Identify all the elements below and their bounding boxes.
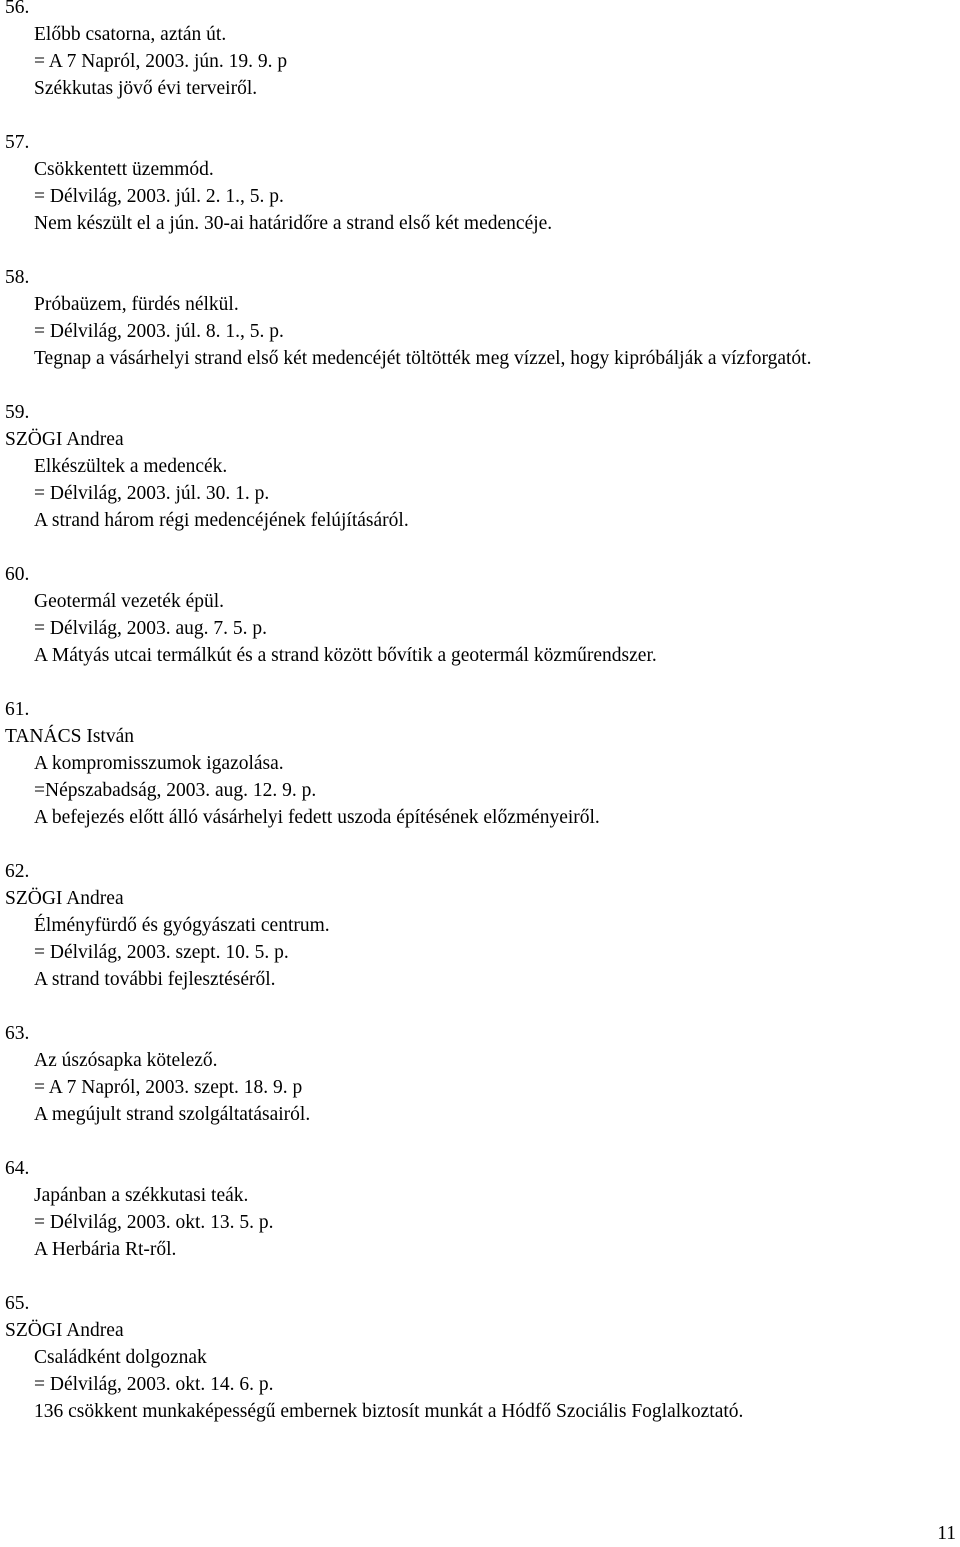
entry-author: SZÖGI Andrea — [5, 1320, 124, 1341]
entry-source: = Délvilág, 2003. júl. 30. 1. p. — [34, 483, 270, 504]
entry-61 — [5, 696, 955, 831]
entry-number: 60. — [5, 564, 30, 585]
entry-title: Japánban a székkutasi teák. — [34, 1185, 249, 1206]
entry-source: = Délvilág, 2003. júl. 2. 1., 5. p. — [34, 186, 284, 207]
entry-summary: Nem készült el a jún. 30-ai határidőre a strand első két medencéje. — [34, 213, 553, 234]
entry-author: SZÖGI Andrea — [5, 429, 124, 450]
entry-title: Elkészültek a medencék. — [34, 456, 228, 477]
entry-source: = Délvilág, 2003. szept. 10. 5. p. — [34, 942, 289, 963]
entry-summary: Tegnap a vásárhelyi strand első két medencéjét töltötték meg vízzel, hogy kipróbálják a vízforgatót. — [34, 348, 812, 369]
entry-source: = Délvilág, 2003. okt. 14. 6. p. — [34, 1374, 274, 1395]
entry-number: 58. — [5, 267, 30, 288]
entry-58 — [5, 264, 955, 372]
entry-number: 63. — [5, 1023, 30, 1044]
entry-title: Előbb csatorna, aztán út. — [34, 24, 227, 45]
entry-title: Csökkentett üzemmód. — [34, 159, 214, 180]
entry-summary: A befejezés előtt álló vásárhelyi fedett uszoda építésének előzményeiről. — [34, 807, 600, 828]
entry-source: =Népszabadság, 2003. aug. 12. 9. p. — [34, 780, 317, 801]
entry-summary: A Herbária Rt-ről. — [34, 1239, 177, 1260]
entry-title: Családként dolgoznak — [34, 1347, 207, 1368]
entry-62 — [5, 858, 955, 993]
entry-author: SZÖGI Andrea — [5, 888, 124, 909]
entry-title: Geotermál vezeték épül. — [34, 591, 225, 612]
entry-author: TANÁCS István — [5, 726, 134, 747]
entry-summary: Székkutas jövő évi terveiről. — [34, 78, 258, 99]
entry-65 — [5, 1290, 955, 1425]
entry-title: Az úszósapka kötelező. — [34, 1050, 218, 1071]
entry-number: 62. — [5, 861, 30, 882]
entry-63 — [5, 1020, 955, 1128]
entry-summary: A strand további fejlesztéséről. — [34, 969, 276, 990]
entry-title: A kompromisszumok igazolása. — [34, 753, 284, 774]
entry-number: 65. — [5, 1293, 30, 1314]
page-number: 11 — [937, 1523, 956, 1544]
entry-summary: A Mátyás utcai termálkút és a strand között bővítik a geotermál közműrendszer. — [34, 645, 657, 666]
entry-source: = Délvilág, 2003. aug. 7. 5. p. — [34, 618, 268, 639]
entry-summary: A strand három régi medencéjének felújításáról. — [34, 510, 409, 531]
entry-number: 59. — [5, 402, 30, 423]
entry-number: 57. — [5, 132, 30, 153]
entry-source: = Délvilág, 2003. okt. 13. 5. p. — [34, 1212, 274, 1233]
entry-56 — [5, 0, 955, 102]
entry-number: 61. — [5, 699, 30, 720]
entry-64 — [5, 1155, 955, 1263]
entry-title: Próbaüzem, fürdés nélkül. — [34, 294, 239, 315]
entry-summary: 136 csökkent munkaképességű embernek biztosít munkát a Hódfő Szociális Foglalkoztató. — [34, 1401, 744, 1422]
entry-60 — [5, 561, 955, 669]
entry-source: = A 7 Napról, 2003. jún. 19. 9. p — [34, 51, 288, 72]
entry-title: Élményfürdő és gyógyászati centrum. — [34, 915, 330, 936]
entry-number: 64. — [5, 1158, 30, 1179]
entry-source: = Délvilág, 2003. júl. 8. 1., 5. p. — [34, 321, 284, 342]
entry-source: = A 7 Napról, 2003. szept. 18. 9. p — [34, 1077, 303, 1098]
bibliography-list — [5, 0, 955, 1452]
entry-57 — [5, 129, 955, 237]
entry-59 — [5, 399, 955, 534]
entry-summary: A megújult strand szolgáltatásairól. — [34, 1104, 311, 1125]
entry-number: 56. — [5, 0, 30, 18]
